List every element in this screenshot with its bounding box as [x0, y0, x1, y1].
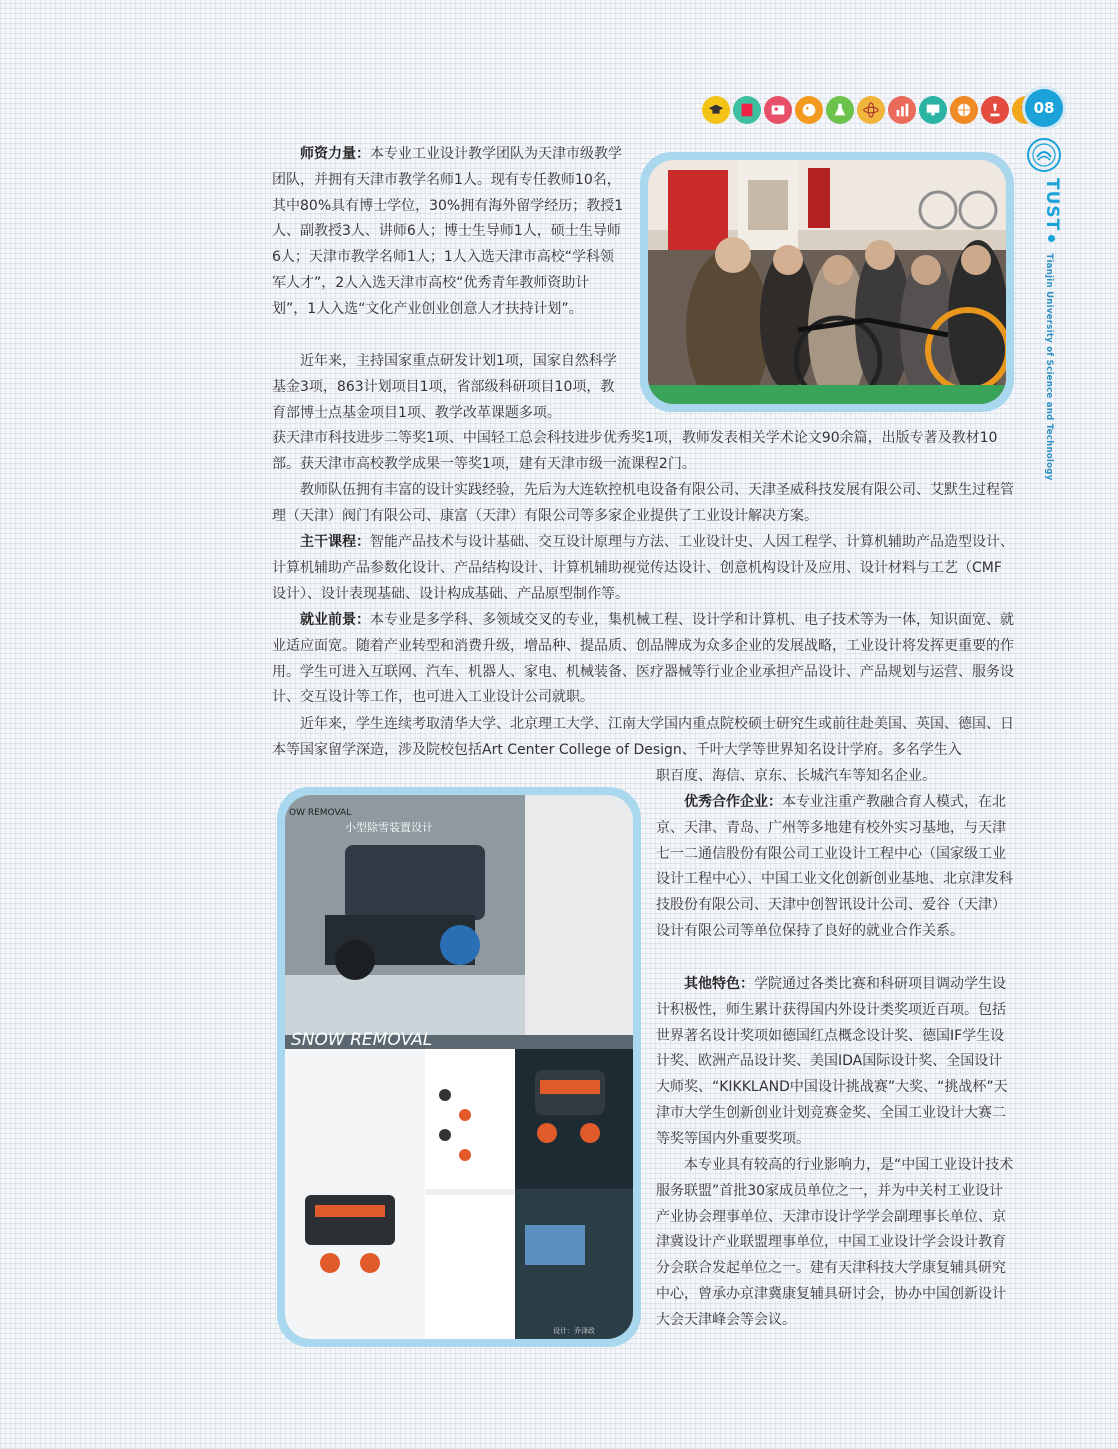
courses-paragraph — [272, 530, 1014, 607]
atom-icon — [857, 96, 885, 124]
flask-icon — [826, 96, 854, 124]
page-number: 08 — [1025, 89, 1063, 127]
research-paragraph-narrow: 近年来，主持国家重点研发计划1项，国家自然科学基金3项，863计划项目1项，省部级科研项目10项，教育部博士点基金项目1项、教学改革课题多项。 — [272, 353, 617, 421]
courses-text: 智能产品技术与设计基础、交互设计原理与方法、工业设计史、人因工程学、计算机辅助产品造型设计、计算机辅助产品参数化设计、产品结构设计、计算机辅助视觉传达设计、创意机构设计及应用、设计材料与工艺（CMF设计）、设计表现基础、设计构成基础、产品原型制作等。 — [272, 534, 1014, 602]
side-university-name: Tianjin University of Science and Technology — [1044, 253, 1054, 481]
features-heading: 其他特色： — [684, 976, 754, 992]
students-paragraph: 近年来，学生连续考取清华大学、北京理工大学、江南大学国内重点院校硕士研究生或前往赴美国、英国、德国、日本等国家留学深造，涉及院校包括Art Center College of Design、千叶大学等世界知名设计学府。多名学生入 — [272, 716, 1014, 758]
employment-text: 本专业是多学科、多领域交叉的专业，集机械工程、设计学和计算机、电子技术等为一体，知识面宽、就业适应面宽。随着产业转型和消费升级，增品种、提品质、创品牌成为众多企业的发展战略，工业设计将发挥更重要的作用。学生可进入互联网、汽车、机器人、家电、机械装备、医疗器械等行业企业承担产品设计、产品规划与运营、服务设计、交互设计等工作，也可进入工业设计公司就职。 — [272, 612, 1014, 706]
partners-paragraph — [656, 790, 1014, 945]
practice-paragraph: 教师队伍拥有丰富的设计实践经验，先后为大连软控机电设备有限公司、天津圣威科技发展有限公司、艾默生过程管理（天津）阀门有限公司、康富（天津）有限公司等多家企业提供了工业设计解决方案。 — [272, 482, 1014, 524]
employment-heading: 就业前景： — [300, 612, 370, 628]
faculty-paragraph — [272, 142, 624, 323]
partners-heading: 优秀合作企业： — [684, 794, 782, 810]
book-icon — [733, 96, 761, 124]
poster-title-cn: 小型除雪装置设计 — [345, 821, 433, 834]
chart-icon — [888, 96, 916, 124]
features-text: 学院通过各类比赛和科研项目调动学生设计积极性，师生累计获得国内外设计类奖项近百项。包括世界著名设计奖项如德国红点概念设计奖、德国IF学生设计奖、欧洲产品设计奖、美国IDA国际设计奖、全国设计大师奖、“KIKKLAND中国设计挑战赛”大奖、“挑战杯”天津市大学生创新创业计划竞赛金奖、全国工业设计大赛二等奖等国内外重要奖项。 — [656, 976, 1008, 1147]
side-title — [1028, 178, 1062, 481]
poster-snow-removal — [277, 787, 641, 1347]
graduation-cap-icon — [702, 96, 730, 124]
poster-title-small: OW REMOVAL — [289, 808, 352, 818]
photo-students-bicycle — [640, 152, 1014, 412]
poster-title-big: SNOW REMOVAL — [291, 1030, 433, 1050]
university-logo — [1027, 138, 1061, 172]
globe-icon — [950, 96, 978, 124]
microscope-icon — [981, 96, 1009, 124]
palette-icon — [795, 96, 823, 124]
research-paragraph-wide: 获天津市科技进步二等奖1项、中国轻工总会科技进步优秀奖1项，教师发表相关学术论文90余篇，出版专著及教材10部。获天津市高校教学成果一等奖1项，建有天津市级一流课程2门。 — [272, 430, 998, 472]
influence-paragraph: 本专业具有较高的行业影响力，是“中国工业设计技术服务联盟”首批30家成员单位之一，并为中关村工业设计产业协会理事单位、天津市设计学学会副理事长单位、京津冀设计产业联盟理事单位，中国工业设计学会设计教育分会联合发起单位之一。建有天津科技大学康复辅具研究中心，曾承办京津冀康复辅具研讨会，协办中国创新设计大会天津峰会等会议。 — [656, 1157, 1014, 1328]
photo-icon — [764, 96, 792, 124]
courses-heading: 主干课程： — [300, 534, 370, 550]
students-paragraph-end: 职百度、海信、京东、长城汽车等知名企业。 — [656, 768, 936, 784]
faculty-text: 本专业工业设计教学团队为天津市级教学团队，并拥有天津市教学名师1人。现有专任教师10名，其中80%具有博士学位，30%拥有海外留学经历；教授1人、副教授3人、讲师6人；博士生导师1人，硕士生导师6人；天津市教学名师1人；1人入选天津市高校“学科领军人才”，2人入选天津市高校“优秀青年教师资助计划”，1人入选“文化产业创业创意人才扶持计划”。 — [272, 146, 624, 317]
faculty-heading: 师资力量： — [300, 146, 370, 162]
header-icon-row — [702, 96, 1040, 124]
poster-credit: 设计：乔泽政 — [553, 1327, 595, 1335]
monitor-icon — [919, 96, 947, 124]
features-paragraph — [656, 972, 1014, 1153]
side-abbr: TUST — [1042, 178, 1062, 232]
partners-text: 本专业注重产教融合育人模式，在北京、天津、青岛、广州等多地建有校外实习基地，与天津七一二通信股份有限公司工业设计工程中心（国家级工业设计工程中心）、中国工业文化创新创业基地、北京津发科技股份有限公司、天津中创智讯设计公司、爱谷（天津）设计有限公司等单位保持了良好的就业合作关系。 — [656, 794, 1013, 939]
employment-paragraph — [272, 608, 1014, 711]
